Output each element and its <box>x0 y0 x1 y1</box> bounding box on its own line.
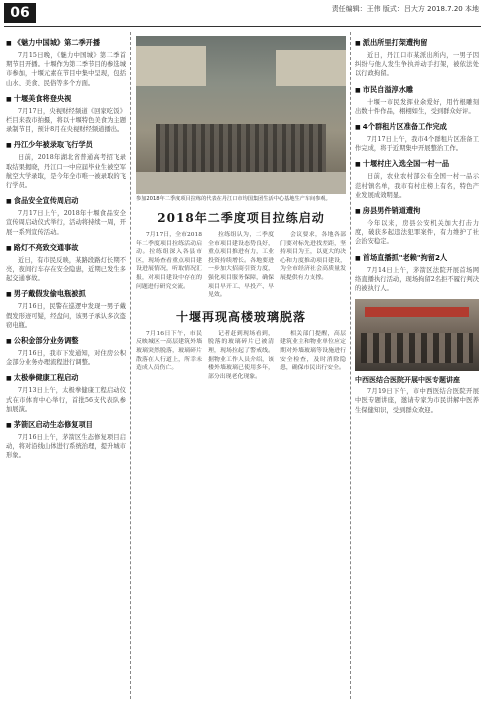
column-divider <box>350 32 351 699</box>
left-column <box>6 32 126 461</box>
news-item <box>355 85 479 116</box>
news-title: ■ 市民自溢淳水雕 <box>355 85 479 96</box>
lecture-photo <box>355 299 479 371</box>
news-body: 7月19日下午，市中西医结合医院开展中医专题讲座，邀请专家为市民讲解中医养生保健知识，受到群众欢迎。 <box>355 388 479 414</box>
header-info: 责任编辑：王伟 版式：吕大方 2018.7.20 本地 <box>331 5 479 13</box>
news-title: ■ 茅箭区启动生态修复项目 <box>6 420 126 431</box>
main-column <box>136 36 346 381</box>
photo-crowd <box>156 124 326 174</box>
news-title: ■ 十堰美食将登央视 <box>6 94 126 105</box>
factory-photo <box>136 36 346 194</box>
news-item <box>355 206 479 247</box>
news-item <box>6 289 126 330</box>
news-title: ■ 公积金部分业务调整 <box>6 336 126 347</box>
news-title: ■ 4个群租片区准备工作完成 <box>355 122 479 133</box>
header-rule <box>4 26 481 27</box>
photo-caption: 参加2018年二季度项目拉练的代表在丹江口市均国集团生活中心基地生产车间参观。 <box>136 196 331 202</box>
news-item <box>355 159 479 200</box>
news-item <box>355 253 479 294</box>
news-body: 7月15日晚，《魅力中国城》第二季首期节目开播。十堰作为第二季节目的参选城市参加，十堰元素在节目中集中呈现，包括山水、美食、民俗等多个方面。 <box>6 52 126 87</box>
article-column: 拉练组认为，二季度全市项目建设态势良好，重点项目推进有力，工业投资持续增长。各地要进一步加大招商引资力度，强化项目服务保障，确保项目早开工、早投产、早见效。 <box>208 232 274 299</box>
news-item <box>6 373 126 414</box>
news-title: ■ 首场直播抓"老赖"拘留2人 <box>355 253 479 264</box>
news-body: 7月14日上午，茅箭区法院开展首场网络直播执行活动，现场拘留2名拒不履行判决的被执行人。 <box>355 266 479 293</box>
news-body: 近日，有市民反映，某路段路灯长期不亮，夜间行车存在安全隐患，近期已发生多起交通事故。 <box>6 256 126 283</box>
news-title: ■ 食品安全宣传周启动 <box>6 196 126 207</box>
news-item <box>6 38 126 88</box>
news-body: 近日，丹江口市某派出所内，一男子因纠纷与他人发生争执并动手打架，被依法处以行政拘留。 <box>355 52 479 78</box>
news-item <box>6 420 126 461</box>
news-body: 7月17日，央视财经频道《回家吃饭》栏目来我市拍摄，将以十堰特色美食为主题录制节目，预计8月在央视财经频道播出。 <box>6 107 126 134</box>
news-body: 日前，农业农村部公布全国一村一品示范村镇名单，我市有村庄榜上有名，特色产业发展成效明显。 <box>355 173 479 199</box>
article-body <box>136 330 346 382</box>
news-item <box>355 38 479 79</box>
news-body: 7月13日上午，太极拳健康工程启动仪式在市体育中心举行，首批56支代表队参加展演。 <box>6 387 126 413</box>
news-body: 7月17日上午，我市4个群租片区准备工作完成，将于近期集中开展整治工作。 <box>355 136 479 153</box>
news-title: ■ 路灯不亮致交通事故 <box>6 243 126 254</box>
page-header <box>0 0 485 26</box>
news-title: ■ 《魅力中国城》第二季开播 <box>6 38 126 49</box>
photo-banner <box>365 307 469 317</box>
article-title: 十堰再现高楼玻璃脱落 <box>175 309 306 324</box>
news-item <box>355 122 479 153</box>
article-column: 会议要求，各地各部门要对标先进找差距，坚持项目为王，以更大的决心和力度推动项目建设，为全市经济社会高质量发展提供有力支撑。 <box>280 232 346 281</box>
news-item <box>6 94 126 135</box>
news-title: ■ 派出所里打架遭拘留 <box>355 38 479 49</box>
column-divider <box>130 32 131 699</box>
photo-shelf <box>136 46 206 86</box>
article-column: 7月17日，全市2018年二季度项目拉练活动启动。拉练组深入各县市区，现场查看重点项目建设进展情况，听取情况汇报，对项目建设中存在的问题进行研究交流。 <box>136 232 202 290</box>
photo-shelf <box>276 50 346 86</box>
news-title: ■ 太极拳健康工程启动 <box>6 373 126 384</box>
article-column: 7月16日下午，市民反映城区一高层建筑外墙玻璃突然脱落，玻璃碎片散落在人行道上，所幸未造成人员伤亡。 <box>136 330 202 372</box>
news-body: 日前，2018年湖北省普通高考招飞录取结果揭晓，丹江口一中应届毕业生被空军航空大学录取，是今年全市唯一被录取的飞行学员。 <box>6 154 126 190</box>
news-title: 中西医结合医院开展中医专题讲座 <box>355 376 460 385</box>
news-body: 十堰一市民发挥业余爱好，用竹根雕刻出数十件作品，栩栩如生，受到群众好评。 <box>355 98 479 115</box>
news-title: ■ 十堰村庄入选全国一村一品 <box>355 159 479 170</box>
news-body: 7月16日上午，茅箭区生态修复项目启动，将对沿线山体进行系统治理，提升城市形象。 <box>6 434 126 460</box>
photo-floor <box>136 172 346 194</box>
news-title: ■ 男子戴假发偷电瓶被抓 <box>6 289 126 300</box>
news-body: 今年以来，房县公安机关加大打击力度，破获多起违法犯罪案件，有力维护了社会治安稳定。 <box>355 220 479 246</box>
news-item <box>6 336 126 367</box>
news-item <box>6 196 126 237</box>
article-column: 记者赶到现场看到，脱落的玻璃碎片已被清理，现场拉起了警戒线。据物业工作人员介绍，该楼外墙玻璃已使用多年，部分出现老化现象。 <box>208 330 274 380</box>
news-item <box>6 243 126 284</box>
article-body <box>136 231 346 300</box>
news-body: 7月16日，我市下发通知，对住房公积金部分业务办理流程进行调整。 <box>6 350 126 367</box>
news-item <box>6 140 126 190</box>
photo-audience <box>361 333 473 363</box>
news-body: 7月16日，民警在巡逻中发现一男子戴假发形迹可疑，经盘问，该男子承认多次盗窃电瓶。 <box>6 303 126 329</box>
article-column: 相关部门提醒，高层建筑业主和物业单位应定期对外墙玻璃等设施进行安全检查，及时消除隐患，确保市民出行安全。 <box>280 330 346 372</box>
news-title: ■ 房县男件销道遭拘 <box>355 206 479 217</box>
right-column <box>355 32 479 415</box>
news-title: ■ 丹江少年被录取飞行学员 <box>6 140 126 151</box>
page-number: 06 <box>4 3 36 23</box>
news-body: 7月17日上午，2018年十堰食品安全宣传周启动仪式举行，活动将持续一周，开展一系列宣传活动。 <box>6 210 126 236</box>
article-title: 2018年二季度项目拉练启动 <box>157 211 325 225</box>
